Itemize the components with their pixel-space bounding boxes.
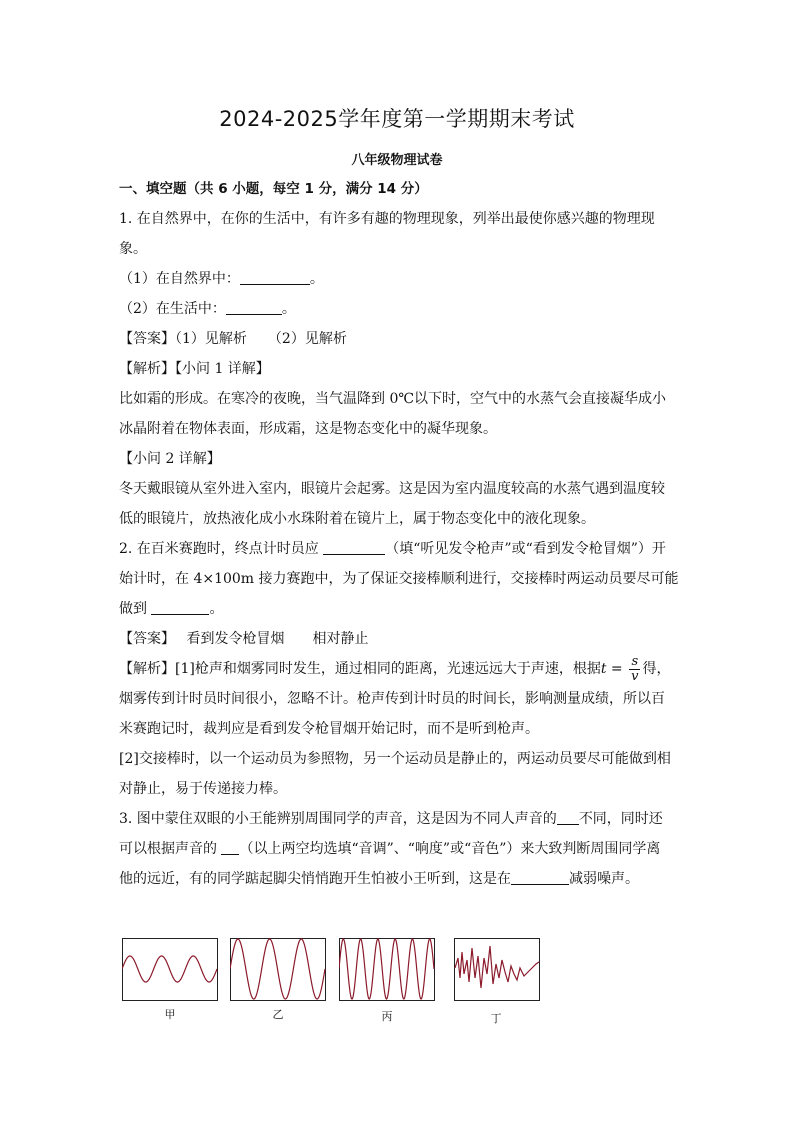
q1-sub2 bbox=[119, 294, 675, 324]
q2-line3-a: 做到 bbox=[119, 601, 152, 617]
page-title: 2024-2025学年度第一学期期末考试 bbox=[219, 107, 575, 131]
q1-analysis-head: 【解析】【小问 1 详解】 bbox=[119, 361, 270, 377]
formula-denominator: v bbox=[631, 668, 639, 684]
q1-analysis2-line1: 冬天戴眼镜从室外进入室内，眼镜片会起雾。这是因为室内温度较高的水蒸气遇到温度较 bbox=[119, 481, 665, 497]
q3-line2 bbox=[119, 834, 675, 864]
q2-line3-b: 。 bbox=[209, 601, 224, 617]
waveform-ding bbox=[454, 938, 540, 1001]
answer-blank bbox=[221, 840, 239, 855]
q2-analysis-line4: [2]交接棒时，以一个运动员为参照物，另一个运动员是静止的，两运动员要尽可能做到相 bbox=[119, 751, 671, 767]
waveform-jia bbox=[122, 938, 218, 1001]
q1-analysis1-line2: 冰晶附着在物体表面，形成霜，这是物态变化中的凝华现象。 bbox=[119, 421, 497, 437]
q1-analysis1-line1: 比如霜的形成。在寒冷的夜晚，当气温降到 0℃以下时，空气中的水蒸气会直接凝华成小 bbox=[119, 391, 667, 407]
q1-answer: 【答案】（1）见解析 （2）见解析 bbox=[119, 331, 347, 347]
waveform-figures bbox=[122, 938, 542, 1028]
answer-blank bbox=[226, 300, 282, 315]
waveform-bing bbox=[339, 938, 435, 1001]
q2-line1-a: 2. 在百米赛跑时，终点计时员应 bbox=[119, 541, 324, 557]
waveform-bing-graph bbox=[339, 938, 435, 1001]
answer-blank bbox=[511, 870, 569, 885]
q3-line3-b: 减弱噪声。 bbox=[569, 871, 639, 887]
waveform-ding-graph bbox=[454, 938, 540, 1001]
q3-line1-b: 不同，同时还 bbox=[578, 811, 663, 827]
q1-sub1 bbox=[119, 264, 675, 294]
q1-analysis2-line2: 低的眼镜片，放热液化成小水珠附着在镜片上，属于物态变化中的液化现象。 bbox=[119, 511, 595, 527]
figure-label: 丁 bbox=[490, 1012, 502, 1025]
formula-t: t bbox=[600, 661, 607, 677]
page-subtitle: 八年级物理试卷 bbox=[351, 153, 443, 168]
exam-content bbox=[119, 174, 679, 894]
q3-line3 bbox=[119, 864, 675, 894]
q3-line2-b: （以上两空均选填“音调”、“响度”或“音色”）来大致判断周围同学离 bbox=[239, 841, 661, 857]
q2-analysis-line3: 米赛跑记时，裁判应是看到发令枪冒烟开始记时，而不是听到枪声。 bbox=[119, 721, 539, 737]
formula-numerator: s bbox=[631, 653, 639, 669]
figure-label: 乙 bbox=[272, 1008, 284, 1021]
q2-analysis-text: 【解析】[1]枪声和烟雾同时发生，通过相同的距离，光速远远大于声速，根据 bbox=[119, 661, 601, 677]
q1-stem-line1: 1. 在自然界中，在你的生活中，有许多有趣的物理现象，列举出最使你感兴趣的物理现 bbox=[119, 211, 655, 227]
q2-analysis-line1 bbox=[119, 654, 675, 684]
q1-analysis2-head: 【小问 2 详解】 bbox=[119, 451, 221, 467]
answer-blank bbox=[240, 270, 310, 285]
q2-line1 bbox=[119, 534, 675, 564]
answer-blank bbox=[151, 600, 209, 615]
q1-sub1-label: （1）在自然界中： bbox=[119, 271, 240, 287]
waveform-yi bbox=[230, 938, 326, 1001]
q2-analysis-line5: 对静止，易于传递接力棒。 bbox=[119, 781, 287, 797]
formula-fraction bbox=[629, 655, 640, 684]
q2-line3 bbox=[119, 594, 675, 624]
q2-analysis-text-end: 得， bbox=[642, 661, 671, 677]
answer-blank bbox=[557, 810, 579, 825]
formula-equals: = bbox=[606, 661, 628, 677]
q2-line2: 始计时，在 4×100m 接力赛跑中，为了保证交接棒顺利进行，交接棒时两运动员要尽可能 bbox=[119, 571, 679, 587]
q2-answer: 【答案】 看到发令枪冒烟 相对静止 bbox=[119, 631, 369, 647]
q2-analysis-line2: 烟雾传到计时员时间很小，忽略不计。枪声传到计时员的时间长，影响测量成绩，所以百 bbox=[119, 691, 665, 707]
q3-line2-a: 可以根据声音的 bbox=[119, 841, 222, 857]
waveform-jia-graph bbox=[122, 938, 218, 1001]
q3-line1-a: 3. 图中蒙住双眼的小王能辨别周围同学的声音，这是因为不同人声音的 bbox=[119, 811, 557, 827]
q3-line1 bbox=[119, 804, 675, 834]
q2-line1-b: （填“听见发令枪声”或“看到发令枪冒烟”）开 bbox=[385, 541, 666, 557]
answer-blank bbox=[323, 540, 385, 555]
section-heading: 一、填空题（共 6 小题，每空 1 分，满分 14 分） bbox=[119, 181, 428, 197]
q1-sub2-end: 。 bbox=[281, 301, 296, 317]
figure-label: 丙 bbox=[381, 1010, 393, 1023]
figure-label: 甲 bbox=[164, 1008, 176, 1021]
q1-sub2-label: （2）在生活中： bbox=[119, 301, 226, 317]
q1-stem-line2: 象。 bbox=[119, 241, 147, 257]
waveform-yi-graph bbox=[230, 938, 326, 1001]
q1-sub1-end: 。 bbox=[309, 271, 324, 287]
q3-line3-a: 他的远近，有的同学踮起脚尖悄悄跑开生怕被小王听到，这是在 bbox=[119, 871, 511, 887]
